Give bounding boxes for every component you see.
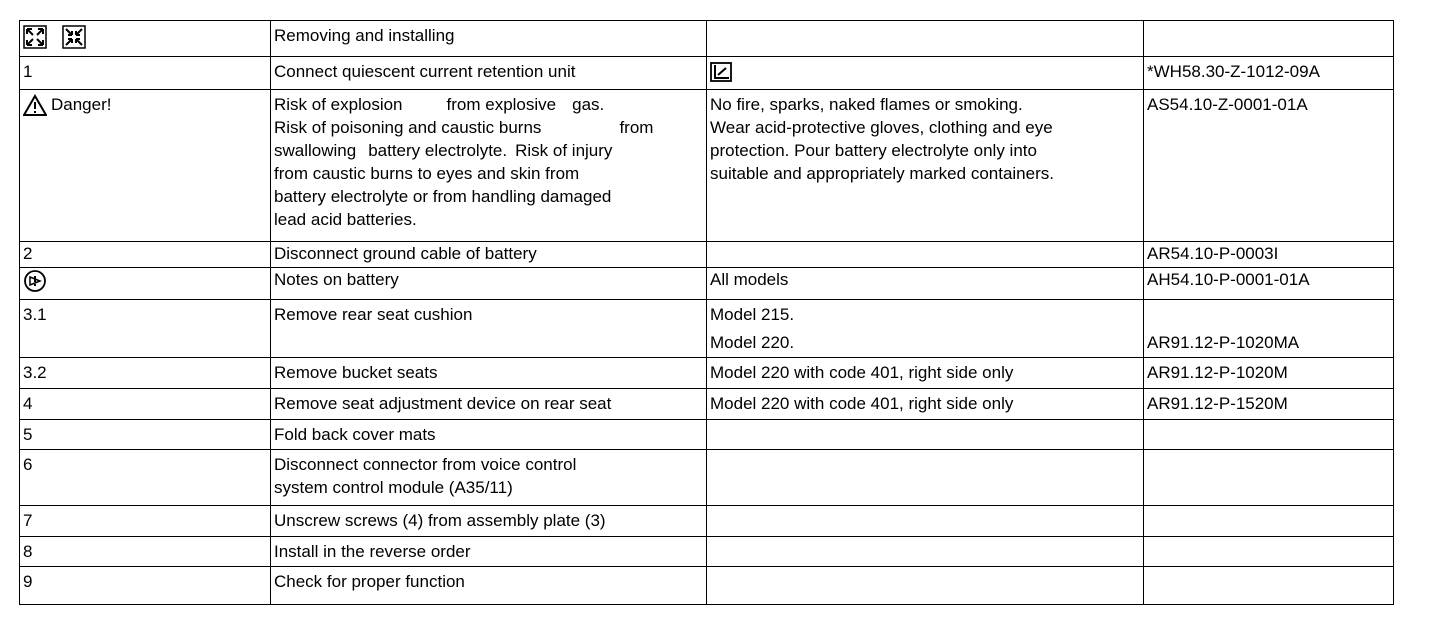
- step-number: 6: [20, 450, 271, 506]
- step-note: Model 220 with code 401, right side only: [707, 389, 1144, 420]
- step-action: Disconnect connector from voice control: [274, 455, 577, 474]
- danger-precautions: No fire, sparks, naked flames or smoking. Wear acid-protective gloves, clothing and eye protection. Pour battery electrolyte only into suitable and appropriately marked containers.: [707, 90, 1144, 242]
- reference-code: AS54.10-Z-0001-01A: [1144, 90, 1394, 242]
- reference-code: *WH58.30-Z-1012-09A: [1144, 57, 1394, 90]
- step-action: Remove bucket seats: [271, 358, 707, 389]
- table-row: [20, 537, 1394, 567]
- step-note: All models: [707, 268, 1144, 300]
- reference-code: AR91.12-P-1520M: [1144, 389, 1394, 420]
- table-row: [20, 567, 1394, 605]
- table-row: [20, 300, 1394, 358]
- step-number: 1: [20, 57, 271, 90]
- step-action: Unscrew screws (4) from assembly plate (3): [271, 506, 707, 537]
- step-number: 9: [20, 567, 271, 605]
- danger-text: Risk of explosion from explosive gas. Risk of poisoning and caustic burns from swallowing battery electrolyte. Risk of injury from caustic burns to eyes and skin from battery electrolyte or from handling damaged lead acid batteries.: [271, 90, 707, 242]
- step-number: 3.1: [20, 300, 271, 358]
- step-action: Remove rear seat cushion: [271, 300, 707, 358]
- tool-book-icon: [710, 62, 734, 84]
- table-row: [20, 358, 1394, 389]
- table-row: [20, 268, 1394, 300]
- procedure-table: [19, 20, 1394, 605]
- danger-label: Danger!: [51, 95, 112, 114]
- table-row-danger: [20, 90, 1394, 242]
- header-icons-cell: [20, 21, 271, 57]
- table-row: [20, 57, 1394, 90]
- step-note: Model 220.: [710, 333, 795, 352]
- reference-code: AR54.10-P-0003I: [1144, 242, 1394, 268]
- table-row: [20, 420, 1394, 450]
- step-action: Check for proper function: [271, 567, 707, 605]
- table-row: [20, 450, 1394, 506]
- reference-code: AH54.10-P-0001-01A: [1144, 268, 1394, 300]
- warning-triangle-icon: [23, 94, 47, 116]
- step-note: Model 215.: [710, 305, 795, 324]
- info-note-icon: [23, 269, 47, 293]
- table-row: [20, 389, 1394, 420]
- step-number: 5: [20, 420, 271, 450]
- table-row: [20, 506, 1394, 537]
- step-number: 4: [20, 389, 271, 420]
- expand-icon[interactable]: [23, 25, 47, 49]
- table-row: [20, 242, 1394, 268]
- step-action: Install in the reverse order: [271, 537, 707, 567]
- step-number: 2: [20, 242, 271, 268]
- step-action: Remove seat adjustment device on rear seat: [271, 389, 707, 420]
- collapse-icon[interactable]: [62, 25, 86, 49]
- step-number: 3.2: [20, 358, 271, 389]
- step-number: 7: [20, 506, 271, 537]
- table-header-row: [20, 21, 1394, 57]
- step-number: 8: [20, 537, 271, 567]
- step-action: Disconnect ground cable of battery: [271, 242, 707, 268]
- step-action: Fold back cover mats: [271, 420, 707, 450]
- step-note: Model 220 with code 401, right side only: [707, 358, 1144, 389]
- reference-code: AR91.12-P-1020M: [1144, 358, 1394, 389]
- step-action: Notes on battery: [271, 268, 707, 300]
- reference-code: AR91.12-P-1020MA: [1147, 333, 1300, 352]
- step-action: Connect quiescent current retention unit: [271, 57, 707, 90]
- step-action: system control module (A35/11): [274, 478, 513, 497]
- header-title: Removing and installing: [271, 21, 707, 57]
